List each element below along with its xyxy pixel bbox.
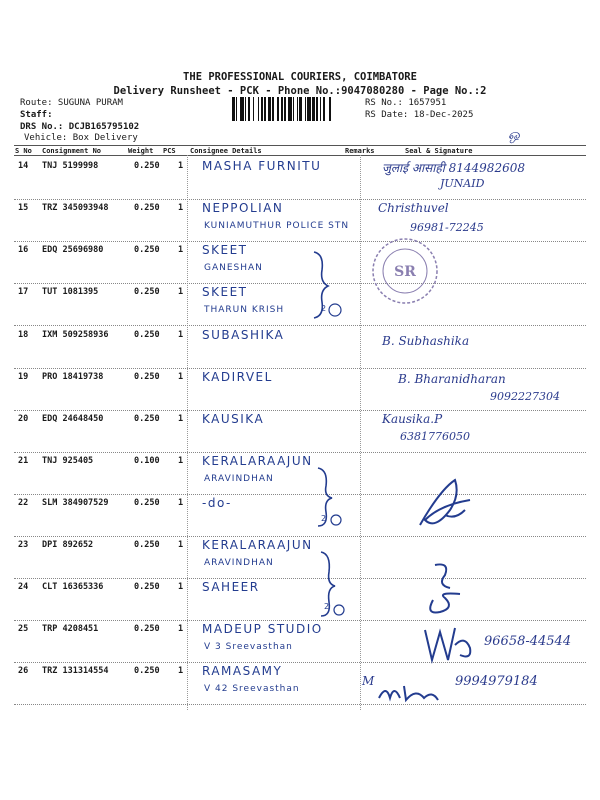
company-title: THE PROFESSIONAL COURIERS, COIMBATORE — [183, 71, 417, 83]
col-consignment: Consignment No — [42, 147, 102, 155]
row-weight: 0.250 — [134, 287, 160, 297]
seal-stamp-icon — [370, 236, 440, 306]
consignee-name: SAHEER — [202, 580, 260, 594]
brace-count: 2 — [324, 602, 330, 611]
row-pcs: 1 — [178, 161, 184, 171]
consignee-detail: ARAVINDHAN — [204, 558, 274, 568]
barcode-bar — [331, 97, 332, 121]
receiver-signature: जुलाई आसाही 8144982608 — [382, 161, 525, 175]
receiver-phone: 9994979184 — [455, 674, 538, 689]
table-row — [14, 157, 586, 199]
receiver-signature: B. Subhashika — [382, 334, 470, 348]
row-sno: 24 — [18, 582, 29, 592]
table-row — [14, 452, 586, 494]
rs-date: RS Date: 18-Dec-2025 — [365, 110, 474, 120]
table-row — [14, 368, 586, 410]
receiver-signature: B. Bharanidharan — [398, 372, 506, 386]
row-weight: 0.250 — [134, 245, 160, 255]
row-consignment: TNJ 5199998 — [42, 161, 99, 171]
col-consignee-details: Consignee Details — [190, 147, 262, 155]
staff-label: Staff: — [20, 110, 53, 120]
table-row — [14, 283, 586, 325]
receiver-signature: M — [362, 674, 375, 688]
consignee-name: KERALARAAJUN — [202, 538, 313, 552]
col-weight: Weight — [128, 147, 154, 155]
row-weight: 0.100 — [134, 456, 160, 466]
row-weight: 0.250 — [134, 582, 160, 592]
row-weight: 0.250 — [134, 666, 160, 676]
row-pcs: 1 — [178, 498, 184, 508]
consignee-detail: GANESHAN — [204, 263, 263, 273]
row-weight: 0.250 — [134, 330, 160, 340]
col-sno: S No — [15, 147, 32, 155]
signature-scribble-21-22 — [410, 470, 480, 535]
row-weight: 0.250 — [134, 161, 160, 171]
row-pcs: 1 — [178, 203, 184, 213]
consignee-detail: KUNIAMUTHUR POLICE STN — [204, 221, 350, 231]
table-row — [14, 662, 586, 704]
row-consignment: TRP 4208451 — [42, 624, 99, 634]
row-pcs: 1 — [178, 456, 184, 466]
receiver-phone: 9092227304 — [490, 390, 560, 403]
row-weight: 0.250 — [134, 498, 160, 508]
row-sno: 14 — [18, 161, 29, 171]
receiver-signature: 96658-44544 — [484, 634, 572, 649]
col-pcs: PCS — [163, 147, 176, 155]
receiver-phone: 6381776050 — [400, 430, 470, 443]
brace-mark-23-24 — [315, 550, 345, 620]
consignee-name: RAMASAMY — [202, 664, 283, 678]
receiver-phone: JUNAID — [440, 177, 485, 190]
consignee-name: SKEET — [202, 285, 248, 299]
table-row — [14, 241, 586, 283]
table-row — [14, 326, 586, 368]
brace-mark-21-22 — [312, 466, 342, 528]
row-sno: 25 — [18, 624, 29, 634]
drs-number: DRS No.: DCJB165795102 — [20, 122, 140, 132]
row-consignment: IXM 509258936 — [42, 330, 109, 340]
row-pcs: 1 — [178, 582, 184, 592]
consignee-name: SUBASHIKA — [202, 328, 285, 342]
row-sno: 17 — [18, 287, 29, 297]
vehicle-label: Vehicle: Box Delivery — [24, 133, 138, 143]
row-sno: 22 — [18, 498, 29, 508]
col-seal-signature: Seal & Signature — [405, 147, 473, 155]
consignee-name: SKEET — [202, 243, 248, 257]
row-pcs: 1 — [178, 372, 184, 382]
row-pcs: 1 — [178, 666, 184, 676]
row-sno: 16 — [18, 245, 29, 255]
consignee-name: NEPPOLIAN — [202, 201, 284, 215]
consignee-name: MADEUP STUDIO — [202, 622, 323, 636]
table-row — [14, 578, 586, 620]
consignee-name: -do- — [202, 496, 232, 510]
svg-text:SR: SR — [394, 264, 416, 280]
row-consignment: EDQ 25696980 — [42, 245, 104, 255]
row-pcs: 1 — [178, 287, 184, 297]
row-pcs: 1 — [178, 245, 184, 255]
consignee-name: MASHA FURNITU — [202, 159, 322, 173]
row-consignment: PRO 18419738 — [42, 372, 104, 382]
route-label: Route: SUGUNA PURAM — [20, 98, 123, 108]
consignee-name: KAUSIKA — [202, 412, 265, 426]
runsheet-subtitle: Delivery Runsheet - PCK - Phone No.:9047080280 - Page No.:2 — [113, 85, 487, 97]
consignee-detail: V 3 Sreevasthan — [204, 642, 293, 652]
row-divider — [14, 704, 586, 705]
row-weight: 0.250 — [134, 624, 160, 634]
consignee-detail: ARAVINDHAN — [204, 474, 274, 484]
receiver-signature: Kausika.P — [382, 412, 443, 426]
row-consignment: TNJ 925405 — [42, 456, 94, 466]
signature-scribble-23-24 — [415, 560, 475, 620]
row-pcs: 1 — [178, 330, 184, 340]
row-sno: 23 — [18, 540, 29, 550]
table-row — [14, 536, 586, 578]
row-sno: 21 — [18, 456, 29, 466]
header-rule-bottom — [14, 155, 586, 156]
brace-count: 2 — [321, 514, 327, 523]
col-remarks: Remarks — [345, 147, 375, 155]
table-row — [14, 199, 586, 241]
row-sno: 18 — [18, 330, 29, 340]
header-rule-top — [14, 145, 586, 146]
row-consignment: TRZ 131314554 — [42, 666, 109, 676]
row-pcs: 1 — [178, 414, 184, 424]
row-pcs: 1 — [178, 624, 184, 634]
signature-scribble-25 — [420, 620, 490, 665]
rs-number: RS No.: 1657951 — [365, 98, 447, 108]
brace-count: 2 — [321, 304, 327, 313]
row-consignment: CLT 16365336 — [42, 582, 104, 592]
receiver-signature: Christhuvel — [378, 201, 449, 215]
consignee-detail: V 42 Sreevasthan — [204, 684, 300, 694]
handwritten-mark: ஒ — [508, 127, 520, 143]
barcode-image — [232, 97, 360, 121]
consignee-detail: THARUN KRISH — [204, 305, 285, 315]
receiver-phone: 96981-72245 — [410, 221, 484, 234]
row-sno: 26 — [18, 666, 29, 676]
row-weight: 0.250 — [134, 372, 160, 382]
row-weight: 0.250 — [134, 414, 160, 424]
row-weight: 0.250 — [134, 203, 160, 213]
row-consignment: EDQ 24648450 — [42, 414, 104, 424]
row-consignment: SLM 384907529 — [42, 498, 109, 508]
row-sno: 19 — [18, 372, 29, 382]
row-weight: 0.250 — [134, 540, 160, 550]
consignee-name: KADIRVEL — [202, 370, 273, 384]
consignee-name: KERALARAAJUN — [202, 454, 313, 468]
table-row — [14, 494, 586, 536]
row-consignment: DPI 892652 — [42, 540, 94, 550]
table-row — [14, 410, 586, 452]
table-row — [14, 620, 586, 662]
row-consignment: TRZ 345093948 — [42, 203, 109, 213]
row-pcs: 1 — [178, 540, 184, 550]
row-sno: 20 — [18, 414, 29, 424]
signature-scribble-26 — [376, 680, 456, 705]
row-sno: 15 — [18, 203, 29, 213]
row-consignment: TUT 1081395 — [42, 287, 99, 297]
